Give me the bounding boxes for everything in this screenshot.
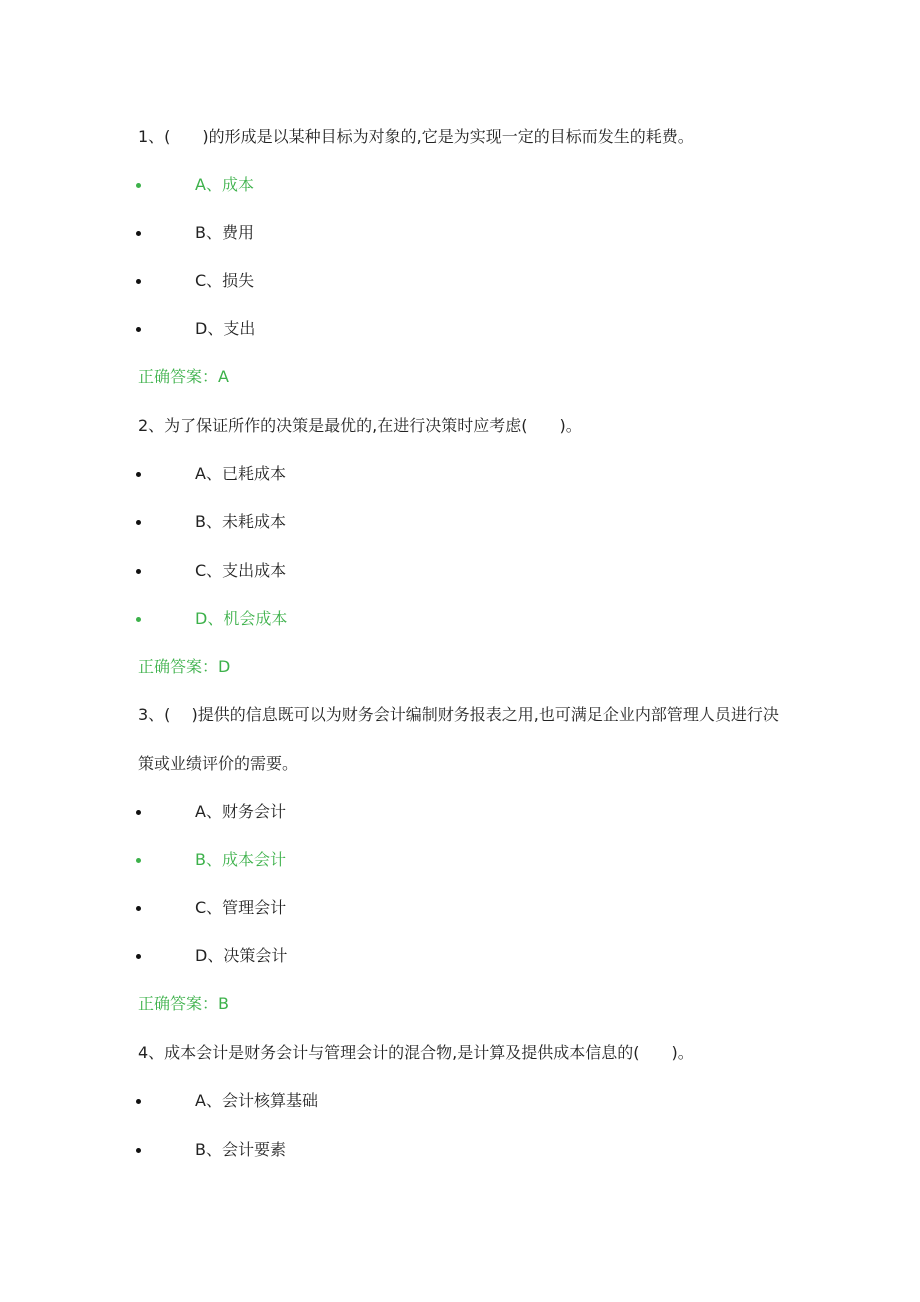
option-label: C、支出成本 <box>195 561 287 580</box>
question-2-option-c <box>0 561 600 581</box>
bullet-icon <box>136 279 141 284</box>
question-2-option-b <box>0 512 600 532</box>
bullet-icon <box>136 858 141 863</box>
bullet-icon <box>136 472 141 477</box>
bullet-icon <box>136 183 141 188</box>
bullet-icon <box>136 1099 141 1104</box>
option-label: B、未耗成本 <box>195 512 286 531</box>
question-4-stem: 4、成本会计是财务会计与管理会计的混合物,是计算及提供成本信息的( )。 <box>138 1043 694 1062</box>
question-1-option-b <box>0 223 600 243</box>
bullet-icon <box>136 520 141 525</box>
question-1-answer: 正确答案：A <box>138 367 229 386</box>
question-3-answer: 正确答案：B <box>138 994 229 1013</box>
bullet-icon <box>136 617 141 622</box>
option-label: B、会计要素 <box>195 1140 286 1159</box>
bullet-icon <box>136 906 141 911</box>
bullet-icon <box>136 231 141 236</box>
question-3-option-c <box>0 898 600 918</box>
question-2-stem: 2、为了保证所作的决策是最优的,在进行决策时应考虑( )。 <box>138 416 582 435</box>
bullet-icon <box>136 327 141 332</box>
question-2-option-d <box>0 609 600 629</box>
bullet-icon <box>136 569 141 574</box>
bullet-icon <box>136 1148 141 1153</box>
option-label: A、财务会计 <box>195 802 286 821</box>
question-3-stem-line-1: 3、( )提供的信息既可以为财务会计编制财务报表之用,也可满足企业内部管理人员进行决 <box>138 705 779 724</box>
question-1-option-a <box>0 175 600 195</box>
question-3-option-b <box>0 850 600 870</box>
option-label: D、决策会计 <box>195 946 288 965</box>
option-label: A、会计核算基础 <box>195 1091 318 1110</box>
option-label: A、已耗成本 <box>195 464 286 483</box>
question-4-option-b <box>0 1140 600 1160</box>
question-1-stem: 1、( )的形成是以某种目标为对象的,它是为实现一定的目标而发生的耗费。 <box>138 127 694 146</box>
option-label: B、费用 <box>195 223 254 242</box>
question-3-option-a <box>0 802 600 822</box>
question-1-option-c <box>0 271 600 291</box>
question-1-option-d <box>0 319 600 339</box>
question-2-option-a <box>0 464 600 484</box>
option-label: B、成本会计 <box>195 850 286 869</box>
bullet-icon <box>136 810 141 815</box>
option-label: A、成本 <box>195 175 254 194</box>
question-4-option-a <box>0 1091 600 1111</box>
question-3-option-d <box>0 946 600 966</box>
option-label: C、管理会计 <box>195 898 287 917</box>
question-3-stem-line-2: 策或业绩评价的需要。 <box>138 754 299 773</box>
option-label: D、机会成本 <box>195 609 288 628</box>
option-label: D、支出 <box>195 319 256 338</box>
bullet-icon <box>136 954 141 959</box>
option-label: C、损失 <box>195 271 255 290</box>
question-2-answer: 正确答案：D <box>138 657 231 676</box>
